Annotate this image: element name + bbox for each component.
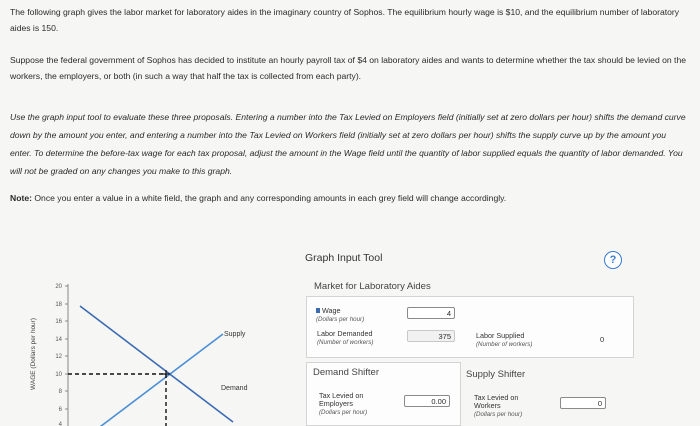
supply-curve [80,334,223,426]
intro-paragraph-3: Use the graph input tool to evaluate these three proposals. Entering a number into the Tax Levied on Employers field (initially set at zero dollars per hour) shifts the demand curve down by the amount you enter, and entering a number into the Tax Levied on Workers field (initially set at zero dollars per hour) shifts the supply curve up by the amount you enter. To determine the before-tax wage for each tax proposal, adjust the amount in the Wage field until the quantity of labor supplied equals the quantity of labor demanded. You will not be graded on any changes you make to this graph. [10,112,686,176]
intro-paragraph-1: The following graph gives the labor market for laboratory aides in the imaginary country of Sophos. The equilibrium hourly wage is $10, and the equilibrium number of laboratory aides is 150. [10,7,680,33]
equilibrium-point [162,370,170,378]
y-tick-label-10: 10 [55,372,62,378]
tax-workers-label-line2: Workers [474,401,501,410]
tax-workers-input[interactable]: 0 [560,397,606,409]
wage-marker-icon [316,308,320,313]
y-tick-label-12: 12 [55,354,62,360]
y-tick-label-20: 20 [55,284,62,290]
labor-demanded-label-group [317,330,373,347]
y-axis-label: WAGE (Dollars per hour) [30,318,37,390]
y-tick-label-16: 16 [55,319,62,325]
labor-demanded-unit: (Number of workers) [317,339,374,346]
market-panel [306,296,634,358]
wage-unit: (Dollars per hour) [316,316,365,323]
labor-supplied-unit: (Number of workers) [476,341,533,348]
wage-input[interactable]: 4 [407,307,455,319]
help-icon[interactable]: ? [604,251,622,269]
y-tick-label-18: 18 [55,302,62,308]
supply-label: Supply [224,331,246,338]
note-text: Once you enter a value in a white field, the graph and any corresponding amounts in each grey field will change accordingly. [31,193,507,203]
wage-label-group [316,307,364,324]
labor-demanded-value: 375 [407,330,455,342]
supply-shifter-title: Supply Shifter [466,369,526,380]
y-tick-label-6: 6 [58,407,62,413]
demand-shifter-title: Demand Shifter [313,367,380,378]
y-tick-label-4: 4 [58,422,62,426]
intro-paragraph-2: Suppose the federal government of Sophos has decided to institute an hourly payroll tax of $4 on laboratory aides and wants to determine whether the tax should be levied on the workers, the employers, or both (in such a way that half the tax is collected from each party). [10,55,686,81]
tax-workers-label-group [474,394,522,419]
y-tick-label-8: 8 [58,389,62,395]
labor-supplied-label: Labor Supplied [476,331,525,340]
labor-supplied-value: 0 [600,335,605,344]
note-label: Note: [10,193,32,203]
labor-market-graph[interactable] [38,272,268,426]
y-tick-label-14: 14 [55,337,62,343]
tax-employers-label-line2: Employers [319,399,353,408]
tool-title: Graph Input Tool [305,252,383,264]
labor-supplied-label-group [476,332,532,349]
wage-label: Wage [322,306,341,315]
tax-employers-input[interactable]: 0.00 [404,395,450,407]
tax-workers-unit: (Dollars per hour) [474,411,523,418]
demand-label: Demand [221,385,248,392]
tax-employers-label-line1: Tax Levied on [319,391,364,400]
tax-workers-label-line1: Tax Levied on [474,393,519,402]
note-paragraph [10,190,686,206]
demand-curve [80,306,233,422]
labor-demanded-label: Labor Demanded [317,329,373,338]
market-title: Market for Laboratory Aides [314,281,431,292]
tax-employers-label-group [319,392,367,417]
tax-employers-unit: (Dollars per hour) [319,409,368,416]
